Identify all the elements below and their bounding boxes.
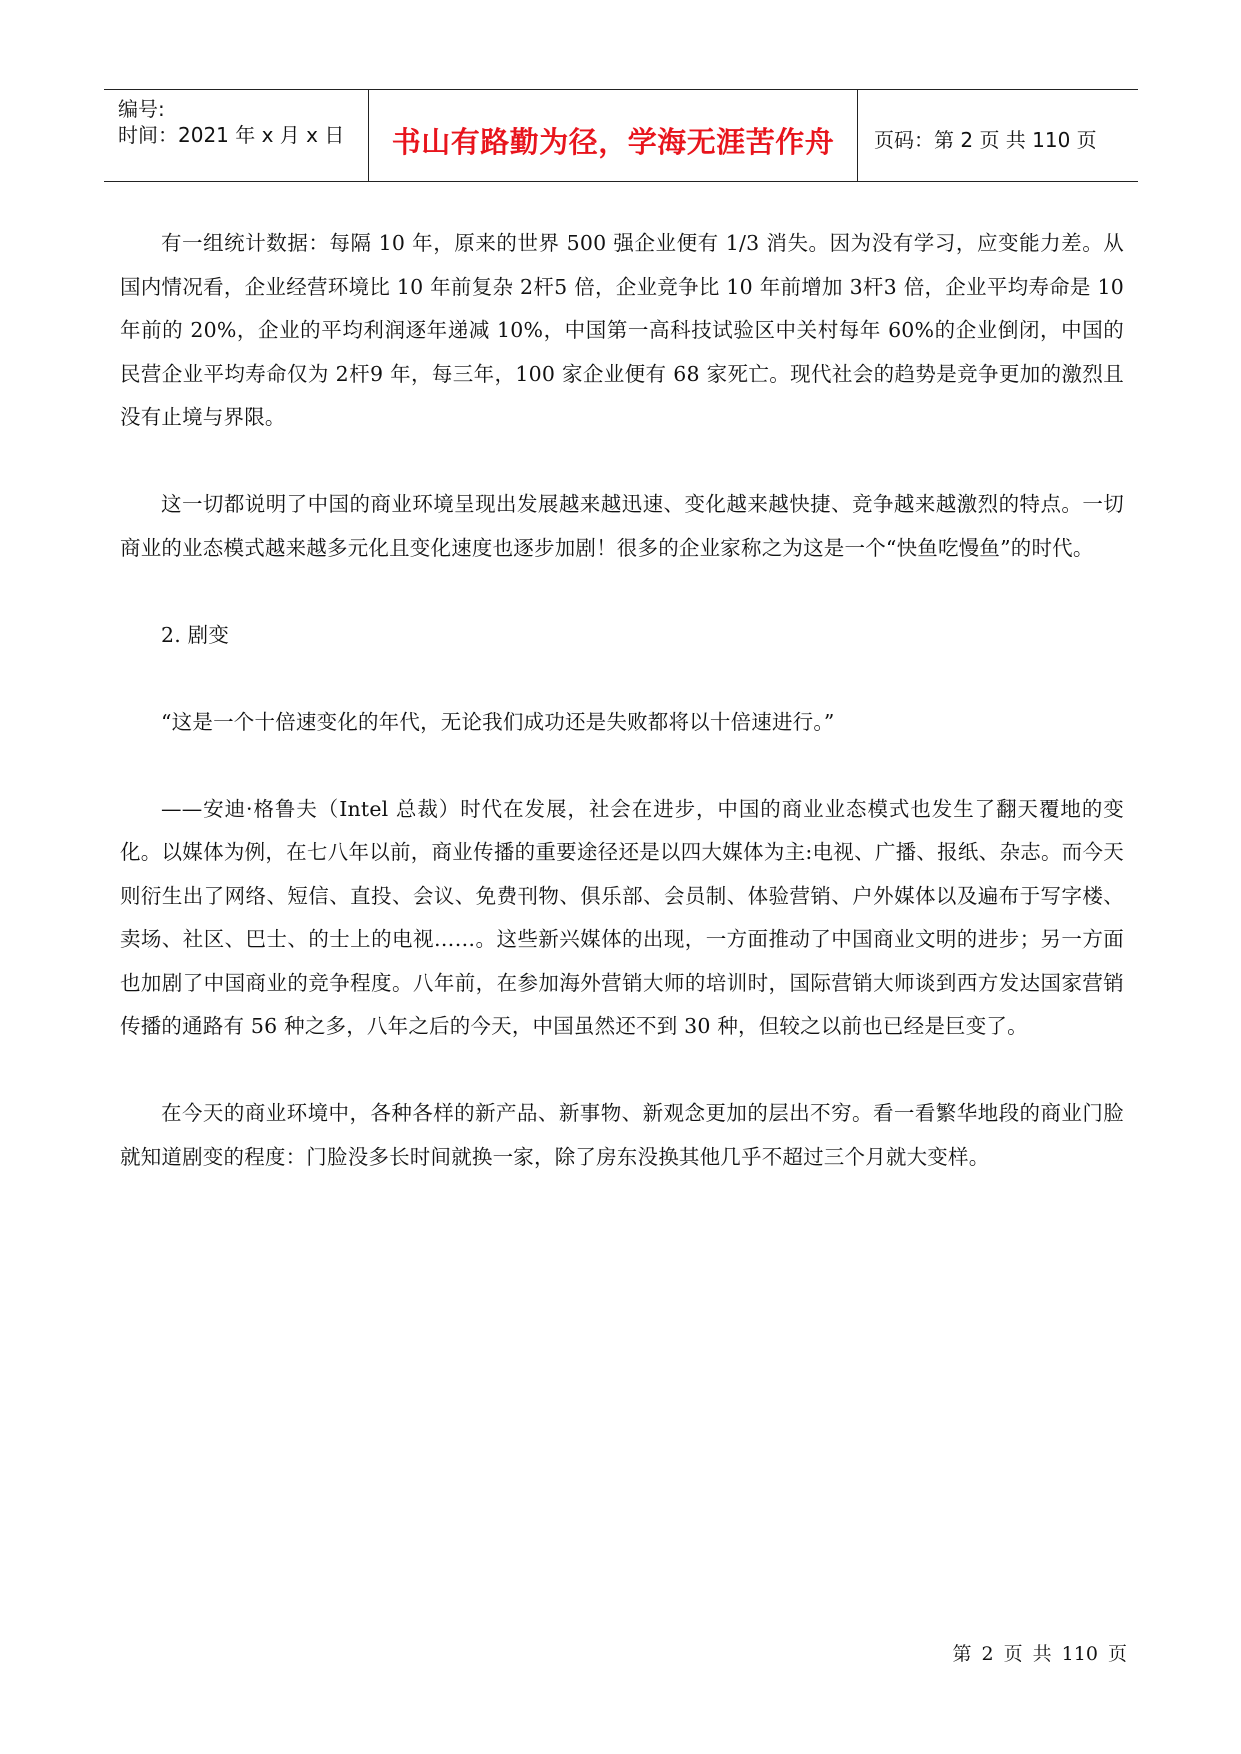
document-body: [120, 222, 1124, 1223]
page-header: [104, 89, 1138, 182]
quote: “这是一个十倍速变化的年代，无论我们成功还是失败都将以十倍速进行。”: [161, 709, 835, 734]
document-number-label: 编号:: [118, 97, 165, 121]
section-heading: 2. 剧变: [161, 622, 230, 647]
header-meta: [118, 96, 344, 148]
paragraph: 有一组统计数据：每隔 10 年，原来的世界 500 强企业便有 1/3 消失。因为没有学习，应变能力差。从国内情况看，企业经营环境比 10 年前复杂 2杆5 倍，企业竞争比 10 年前增加 3杆3 倍，企业平均寿命是 10 年前的 20%，企业的平均利润逐年递减 10%，中国第一高科技试验区中关村每年 60%的企业倒闭，中国的民营企业平均寿命仅为 2杆9 年，每三年，100 家企业便有 68 家死亡。现代社会的趋势是竞争更加的激烈且没有止境与界限。: [120, 231, 1124, 429]
header-divider: [857, 90, 858, 181]
paragraph: ——安迪·格鲁夫（Intel 总裁）时代在发展，社会在进步，中国的商业业态模式也发生了翻天覆地的变化。以媒体为例，在七八年以前，商业传播的重要途径还是以四大媒体为主:电视、广播、报纸、杂志。而今天则衍生出了网络、短信、直投、会议、免费刊物、俱乐部、会员制、体验营销、户外媒体以及遍布于写字楼、卖场、社区、巴士、的士上的电视……。这些新兴媒体的出现，一方面推动了中国商业文明的进步；另一方面也加剧了中国商业的竞争程度。八年前，在参加海外营销大师的培训时，国际营销大师谈到西方发达国家营销传播的通路有 56 种之多，八年之后的今天，中国虽然还不到 30 种，但较之以前也已经是巨变了。: [120, 796, 1124, 1038]
header-page-number: 页码：第 2 页 共 110 页: [874, 128, 1097, 152]
paragraph: 在今天的商业环境中，各种各样的新产品、新事物、新观念更加的层出不穷。看一看繁华地段的商业门脸就知道剧变的程度：门脸没多长时间就换一家，除了房东没换其他几乎不超过三个月就大变样。: [120, 1101, 1124, 1169]
header-motto: 书山有路勤为径，学海无涯苦作舟: [391, 125, 835, 159]
header-divider: [368, 90, 369, 181]
page-footer: 第 2 页 共 110 页: [952, 1643, 1127, 1665]
document-time-label: 时间：2021 年 x 月 x 日: [118, 123, 345, 147]
paragraph: 这一切都说明了中国的商业环境呈现出发展越来越迅速、变化越来越快捷、竞争越来越激烈的特点。一切商业的业态模式越来越多元化且变化速度也逐步加剧！很多的企业家称之为这是一个“快鱼吃慢鱼”的时代。: [120, 492, 1124, 560]
